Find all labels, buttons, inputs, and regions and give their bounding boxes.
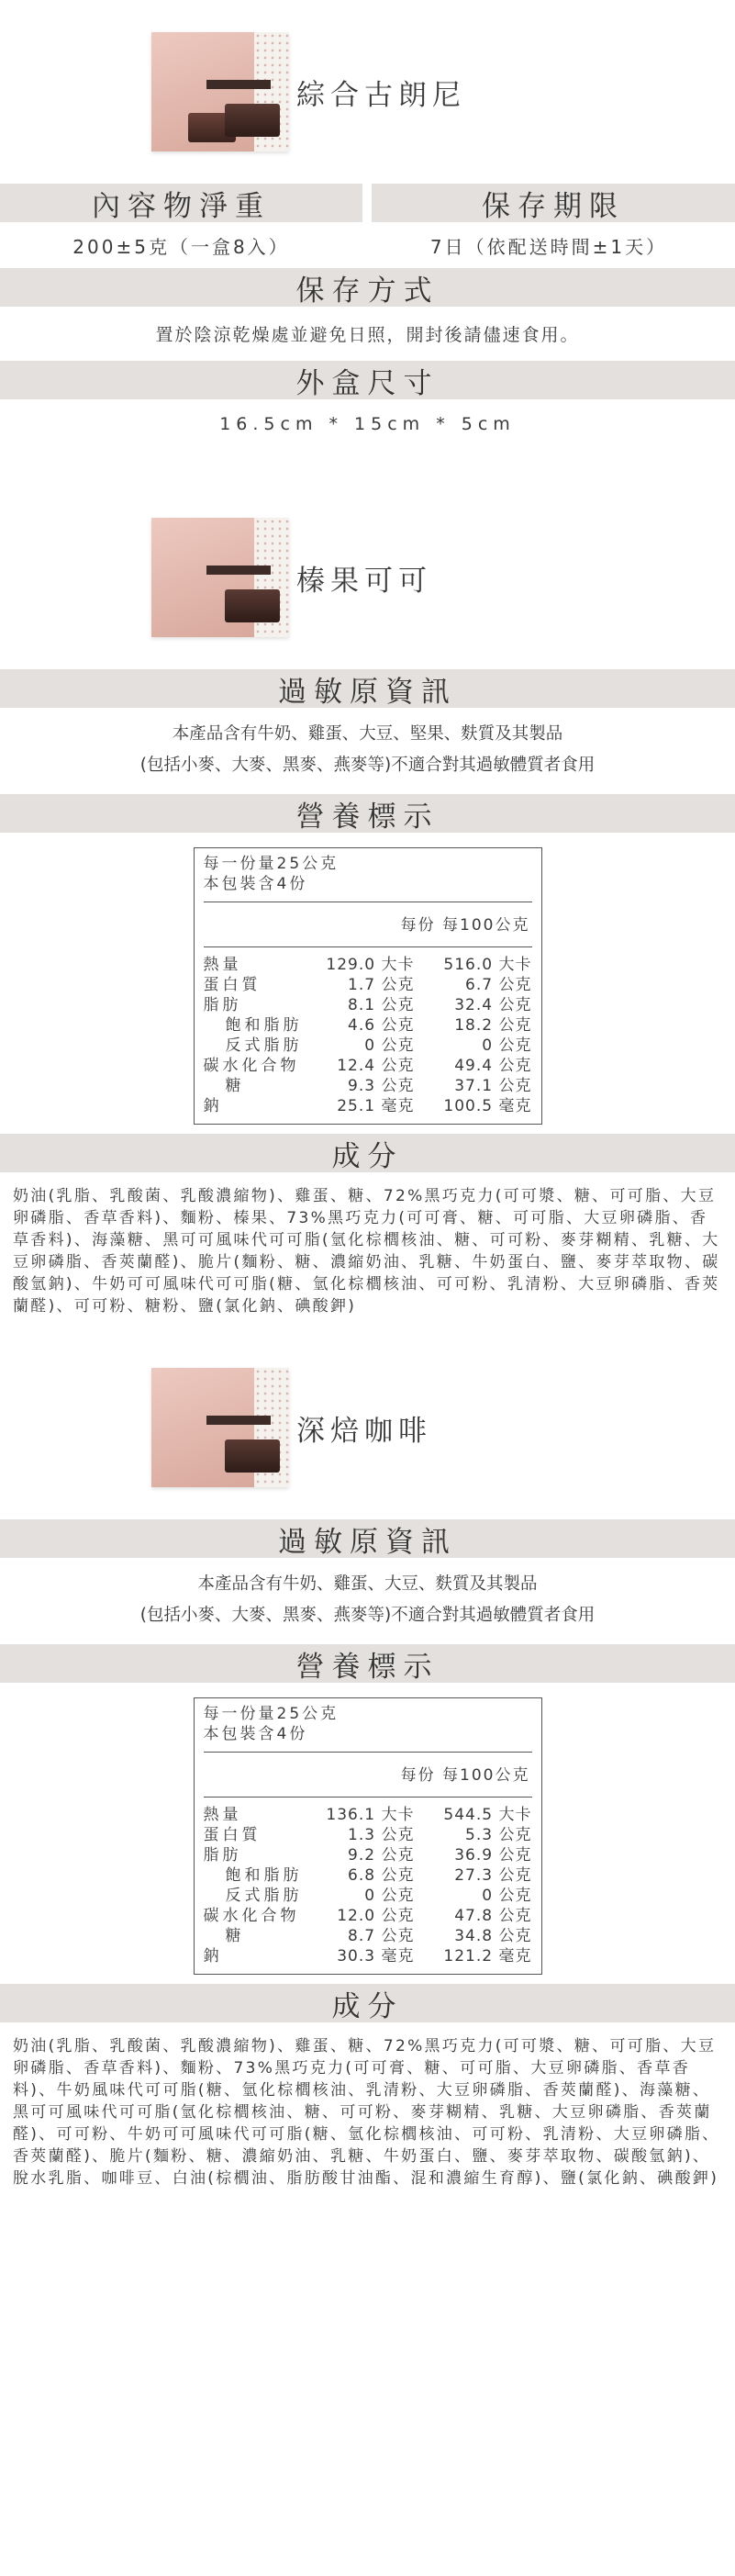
nutrition-cell: 飽和脂肪 [225,1016,303,1035]
nutrition-cell: 熱量 [203,1806,242,1824]
table-row [204,1076,532,1096]
nutrition-cell: 碳水化合物 [203,1057,300,1075]
allergen-info [0,708,735,794]
nutrition-cell: 129.0 大卡 [326,956,415,974]
ingredients-header: 成分 [0,1134,735,1172]
nutrition-cell: 蛋白質 [203,976,262,994]
nutrition-cell: 碳水化合物 [203,1907,300,1925]
nutrition-column-header: 每份 每100公克 [400,916,530,935]
nutrition-rows [204,955,532,1116]
table-row [204,1906,532,1926]
nutrition-cell: 0 公克 [364,1887,415,1905]
nutrition-cell: 反式脂肪 [225,1887,303,1905]
ingredients-header: 成分 [0,1984,735,2022]
product-box-image [151,1368,289,1487]
nutrition-cell: 飽和脂肪 [225,1866,303,1885]
nutrition-cell: 鈉 [203,1097,223,1115]
nutrition-cell: 鈉 [203,1947,223,1966]
nutrition-cell: 36.9 公克 [454,1846,532,1865]
nutrition-cell: 9.3 公克 [348,1077,415,1095]
table-row [204,1825,532,1845]
nutrition-cell: 121.2 毫克 [443,1947,532,1966]
nutrition-cell: 蛋白質 [203,1826,262,1844]
nutrition-cell: 136.1 大卡 [326,1806,415,1824]
nutrition-cell: 0 公克 [364,1036,415,1055]
nutrition-cell: 1.7 公克 [348,976,415,994]
nutrition-cell: 27.3 公克 [454,1866,532,1885]
allergen-line: 本產品含有牛奶、雞蛋、大豆、堅果、麩質及其製品 [172,724,563,744]
nutrition-rows [204,1805,532,1966]
nutrition-cell: 糖 [225,1077,245,1095]
product-header-2 [0,486,735,669]
product-header-1 [0,0,735,184]
nutrition-cell: 30.3 毫克 [337,1947,415,1966]
table-row [204,1056,532,1076]
nutrition-table [194,1697,542,1975]
net-weight-value: 200±5克（一盒8入） [72,235,290,258]
nutrition-cell: 32.4 公克 [454,996,532,1014]
nutrition-cell: 49.4 公克 [454,1057,532,1075]
servings-per-pack: 本包裝含4份 [203,1725,308,1743]
product-title: 深焙咖啡 [296,1414,432,1448]
nutrition-cell: 34.8 公克 [454,1927,532,1945]
table-row [204,1096,532,1116]
nutrition-cell: 6.7 公克 [465,976,532,994]
allergen-header: 過敏原資訊 [0,669,735,708]
table-row [204,1886,532,1906]
nutrition-header: 營養標示 [0,794,735,833]
allergen-line: (包括小麥、大麥、黑麥、燕麥等)不適合對其過敏體質者食用 [139,756,596,775]
nutrition-cell: 脂肪 [203,996,242,1014]
product-title: 榛果可可 [296,564,432,598]
product-box-image [151,32,289,151]
product-title: 綜合古朗尼 [296,78,466,112]
nutrition-cell: 516.0 大卡 [443,956,532,974]
allergen-header: 過敏原資訊 [0,1519,735,1558]
serving-size: 每一份量25公克 [203,855,340,873]
nutrition-cell: 100.5 毫克 [443,1097,532,1115]
box-size-header: 外盒尺寸 [0,361,735,399]
shelf-life-value: 7日（依配送時間±1天） [429,235,668,258]
allergen-line: 本產品含有牛奶、雞蛋、大豆、麩質及其製品 [197,1574,538,1594]
table-row [204,975,532,995]
nutrition-table [194,847,542,1125]
nutrition-cell: 12.4 公克 [337,1057,415,1075]
nutrition-cell: 47.8 公克 [454,1907,532,1925]
table-row [204,995,532,1015]
nutrition-cell: 4.6 公克 [348,1016,415,1035]
shelf-life-header: 保存期限 [372,184,735,222]
nutrition-cell: 9.2 公克 [348,1846,415,1865]
nutrition-cell: 0 公克 [482,1036,532,1055]
nutrition-cell: 脂肪 [203,1846,242,1865]
storage-text: 置於陰涼乾燥處並避免日照，開封後請儘速食用。 [155,325,580,345]
table-row [204,1845,532,1865]
table-row [204,1865,532,1886]
product-header-3 [0,1336,735,1519]
nutrition-cell: 8.7 公克 [348,1927,415,1945]
table-row [204,1946,532,1966]
nutrition-column-header: 每份 每100公克 [400,1766,530,1785]
nutrition-cell: 8.1 公克 [348,996,415,1014]
allergen-line: (包括小麥、大麥、黑麥、燕麥等)不適合對其過敏體質者食用 [139,1606,596,1625]
nutrition-cell: 12.0 公克 [337,1907,415,1925]
nutrition-cell: 6.8 公克 [348,1866,415,1885]
servings-per-pack: 本包裝含4份 [203,875,308,893]
net-weight-header: 內容物淨重 [0,184,362,222]
allergen-info [0,1558,735,1644]
product-box-image [151,518,289,637]
nutrition-header: 營養標示 [0,1644,735,1683]
nutrition-cell: 1.3 公克 [348,1826,415,1844]
nutrition-cell: 5.3 公克 [465,1826,532,1844]
nutrition-cell: 37.1 公克 [454,1077,532,1095]
nutrition-cell: 0 公克 [482,1887,532,1905]
table-row [204,1036,532,1056]
nutrition-cell: 18.2 公克 [454,1016,532,1035]
nutrition-cell: 25.1 毫克 [337,1097,415,1115]
nutrition-cell: 反式脂肪 [225,1036,303,1055]
spec-header-row [0,184,735,222]
table-row [204,1015,532,1036]
table-row [204,1926,532,1946]
box-size-text: 16.5cm * 15cm * 5cm [219,414,516,434]
nutrition-cell: 熱量 [203,956,242,974]
ingredients-text: 奶油(乳脂、乳酸菌、乳酸濃縮物)、雞蛋、糖、72%黑巧克力(可可漿、糖、可可脂、大豆卵磷脂、香草香料)、麵粉、73%黑巧克力(可可膏、糖、可可脂、大豆卵磷脂、香草香料)、牛奶風味代可可脂(糖、氫化棕櫚核油、乳清粉、大豆卵磷脂、香莢蘭醛)、海藻糖、黑可可風味代可可脂(氫化棕櫚核油、糖、可可粉、麥芽糊精、乳糖、大豆卵磷脂、香莢蘭醛)、可可粉、牛奶可可風味代可可脂(糖、氫化棕櫚核油、可可粉、乳清粉、大豆卵磷脂、香莢蘭醛)、脆片(麵粉、糖、濃縮奶油、乳糖、牛奶蛋白、鹽、麥芽萃取物、碳酸氫鈉)、脫水乳脂、咖啡豆、白油(棕櫚油、脂肪酸甘油酯、混和濃縮生育醇)、鹽(氯化鈉、碘酸鉀) [13,2037,720,2188]
storage-header: 保存方式 [0,268,735,307]
ingredients-text: 奶油(乳脂、乳酸菌、乳酸濃縮物)、雞蛋、糖、72%黑巧克力(可可漿、糖、可可脂、大豆卵磷脂、香草香料)、麵粉、榛果、73%黑巧克力(可可膏、糖、可可脂、大豆卵磷脂、香草香料)、海藻糖、黑可可風味代可可脂(氫化棕櫚核油、糖、可可粉、麥芽糊精、乳糖、大豆卵磷脂、香莢蘭醛)、脆片(麵粉、糖、濃縮奶油、乳糖、牛奶蛋白、鹽、麥芽萃取物、碳酸氫鈉)、牛奶可可風味代可可脂(糖、氫化棕櫚核油、可可粉、乳清粉、大豆卵磷脂、香莢蘭醛)、可可粉、糖粉、鹽(氯化鈉、碘酸鉀) [13,1187,720,1316]
spec-value-row [0,222,735,268]
nutrition-cell: 544.5 大卡 [443,1806,532,1824]
table-row [204,1805,532,1825]
serving-size: 每一份量25公克 [203,1705,340,1723]
nutrition-cell: 糖 [225,1927,245,1945]
table-row [204,955,532,975]
